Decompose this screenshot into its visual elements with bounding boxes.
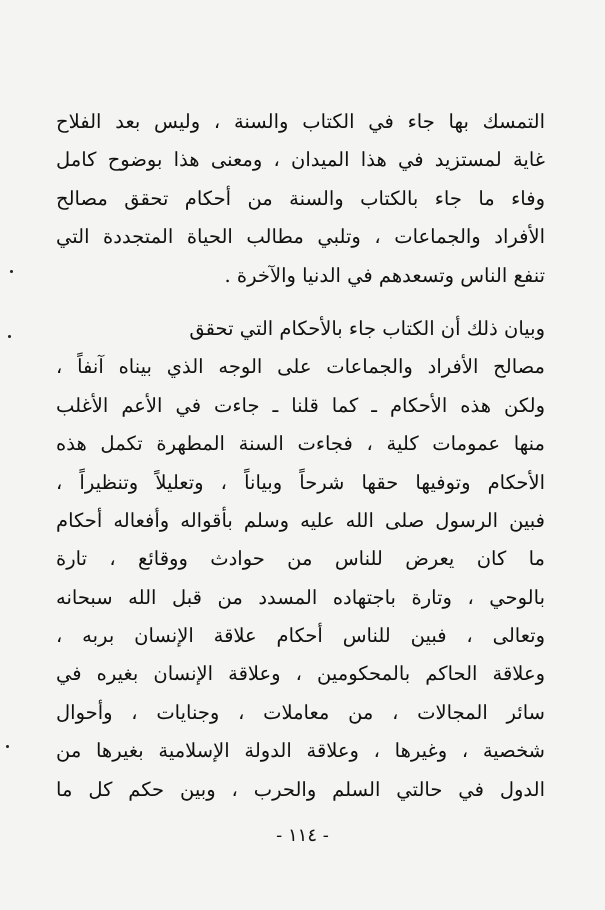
text-line: الأحكام وتوفيها حقها شرحاً وبياناً ، وتعليلاً وتنظيراً ، [56, 470, 545, 494]
text-line: غاية لمستزيد في هذا الميدان ، ومعنى هذا بوضوح كامل [56, 148, 545, 172]
text-line: فبين الرسول صلى الله عليه وسلم بأقواله وأفعاله أحكام [56, 508, 545, 532]
margin-dot [6, 745, 9, 748]
text-line: الدول في حالتي السلم والحرب ، وبين حكم كل ما [56, 777, 545, 801]
margin-dot [10, 270, 13, 273]
text-line: شخصية ، وغيرها ، وعلاقة الدولة الإسلامية بغيرها من [56, 739, 545, 763]
text-line: وعلاقة الحاكم بالمحكومين ، وعلاقة الإنسان بغيره في [56, 662, 545, 686]
page-number: - ١١٤ - [276, 825, 329, 846]
paragraph-1 [56, 103, 545, 295]
text-line: ولكن هذه الأحكام ـ كما قلنا ـ جاءت في الأعم الأغلب [56, 393, 545, 417]
text-line: تنفع الناس وتسعدهم في الدنيا والآخرة . [224, 263, 545, 287]
text-line: وتعالى ، فبين للناس أحكام علاقة الإنسان بربه ، [56, 624, 545, 648]
text-line: وفاء ما جاء بالكتاب والسنة من أحكام تحقق مصالح [56, 186, 545, 210]
text-line: منها عمومات كلية ، فجاءت السنة المطهرة تكمل هذه [56, 432, 545, 456]
text-line: بالوحي ، وتارة باجتهاده المسدد من قبل الله سبحانه [56, 585, 545, 609]
text-line: ما كان يعرض للناس من حوادث ووقائع ، تارة [56, 547, 545, 571]
paragraph-2 [56, 310, 545, 809]
text-line: الأفراد والجماعات ، وتلبي مطالب الحياة المتجددة التي [56, 225, 545, 249]
page-body-text [56, 103, 545, 809]
margin-dot [8, 335, 11, 338]
text-line: مصالح الأفراد والجماعات على الوجه الذي بيناه آنفاً ، [56, 355, 545, 379]
text-line: سائر المجالات ، من معاملات ، وجنايات ، وأحوال [56, 700, 545, 724]
text-line: وبيان ذلك أن الكتاب جاء بالأحكام التي تحقق [189, 316, 545, 340]
text-line: التمسك بها جاء في الكتاب والسنة ، وليس بعد الفلاح [56, 110, 545, 133]
